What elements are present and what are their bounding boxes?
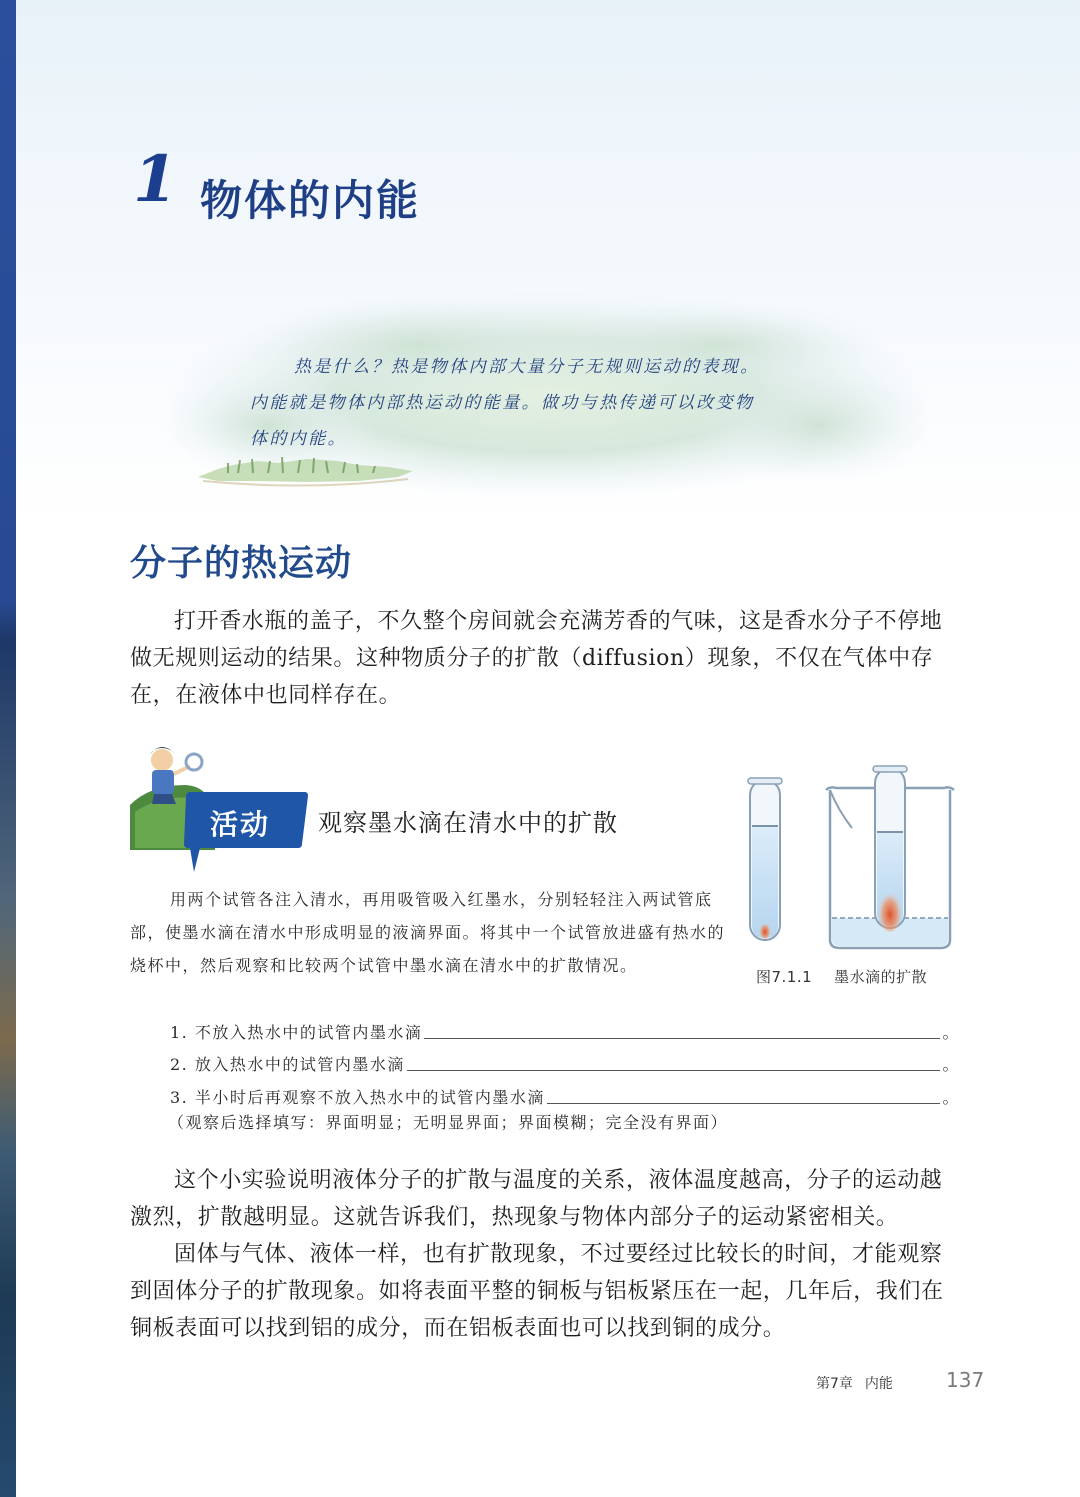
activity-text: 用两个试管各注入清水，再用吸管吸入红墨水，分别轻轻注入两试管底部，使墨水滴在清水中形成明显的液滴界面。将其中一个试管放进盛有热水的烧杯中，然后观察和比较两个试管中墨水滴在清水中的扩散情况。 <box>130 890 726 975</box>
answer-blank[interactable] <box>407 1050 941 1071</box>
answer-blank[interactable] <box>424 1018 940 1039</box>
paragraph-solid-diffusion <box>130 1236 952 1347</box>
footer-chapter-name: 内能 <box>864 1376 893 1392</box>
book-spine-edge <box>0 0 16 1497</box>
activity-instructions <box>130 883 732 982</box>
paragraph-3-text: 固体与气体、液体一样，也有扩散现象，不过要经过比较长的时间，才能观察到固体分子的扩散现象。如将表面平整的铜板与铝板紧压在一起，几年后，我们在铜板表面可以找到铝的成分，而在铝板表面也可以找到铜的成分。 <box>130 1242 944 1341</box>
paragraph-temperature <box>130 1162 952 1236</box>
test-tube-figure <box>740 760 960 960</box>
figure-number: 图7.1.1 <box>756 968 813 986</box>
fill-in-end: 。 <box>942 1023 960 1042</box>
figure-caption-text: 墨水滴的扩散 <box>834 968 928 986</box>
fill-in-label: 2. 放入热水中的试管内墨水滴 <box>170 1055 405 1074</box>
answer-blank[interactable] <box>547 1083 941 1104</box>
paragraph-diffusion-intro <box>130 603 952 714</box>
fill-in-end: 。 <box>942 1055 960 1074</box>
fill-in-item-2 <box>170 1045 960 1075</box>
figure-caption <box>756 966 927 987</box>
intro-line-2: 内能就是物体内部热运动的能量。做功与热传递可以改变物 <box>250 393 755 413</box>
fill-in-label: 1. 不放入热水中的试管内墨水滴 <box>170 1023 423 1042</box>
intro-line-3: 体的内能。 <box>250 429 347 449</box>
fill-in-item-1 <box>170 1013 960 1043</box>
activity-label: 活动 <box>210 808 271 841</box>
fill-in-label: 3. 半小时后再观察不放入热水中的试管内墨水滴 <box>170 1088 545 1107</box>
footer-chapter <box>816 1373 893 1393</box>
chapter-number: 1 <box>133 142 178 217</box>
intro-line-1: 热是什么？热是物体内部大量分子无规则运动的表现。 <box>294 357 760 377</box>
section-title: 分子的热运动 <box>130 543 353 584</box>
footer-chapter-number: 第7章 <box>816 1376 853 1392</box>
fill-in-end: 。 <box>942 1088 960 1107</box>
fill-in-hint: （观察后选择填写：界面明显；无明显界面；界面模糊；完全没有界面） <box>168 1113 729 1132</box>
page-number: 137 <box>946 1368 985 1392</box>
paragraph-1-text: 打开香水瓶的盖子，不久整个房间就会充满芳香的气味，这是香水分子不停地做无规则运动的结果。这种物质分子的扩散（diffusion）现象，不仅在气体中存在，在液体中也同样存在。 <box>130 609 943 708</box>
activity-title: 观察墨水滴在清水中的扩散 <box>318 809 618 837</box>
fill-in-item-3 <box>170 1078 960 1108</box>
paragraph-2-text: 这个小实验说明液体分子的扩散与温度的关系，液体温度越高，分子的运动越激烈，扩散越明显。这就告诉我们，热现象与物体内部分子的运动紧密相关。 <box>130 1168 943 1230</box>
intro-box <box>250 349 830 457</box>
chapter-title: 物体的内能 <box>200 176 421 225</box>
